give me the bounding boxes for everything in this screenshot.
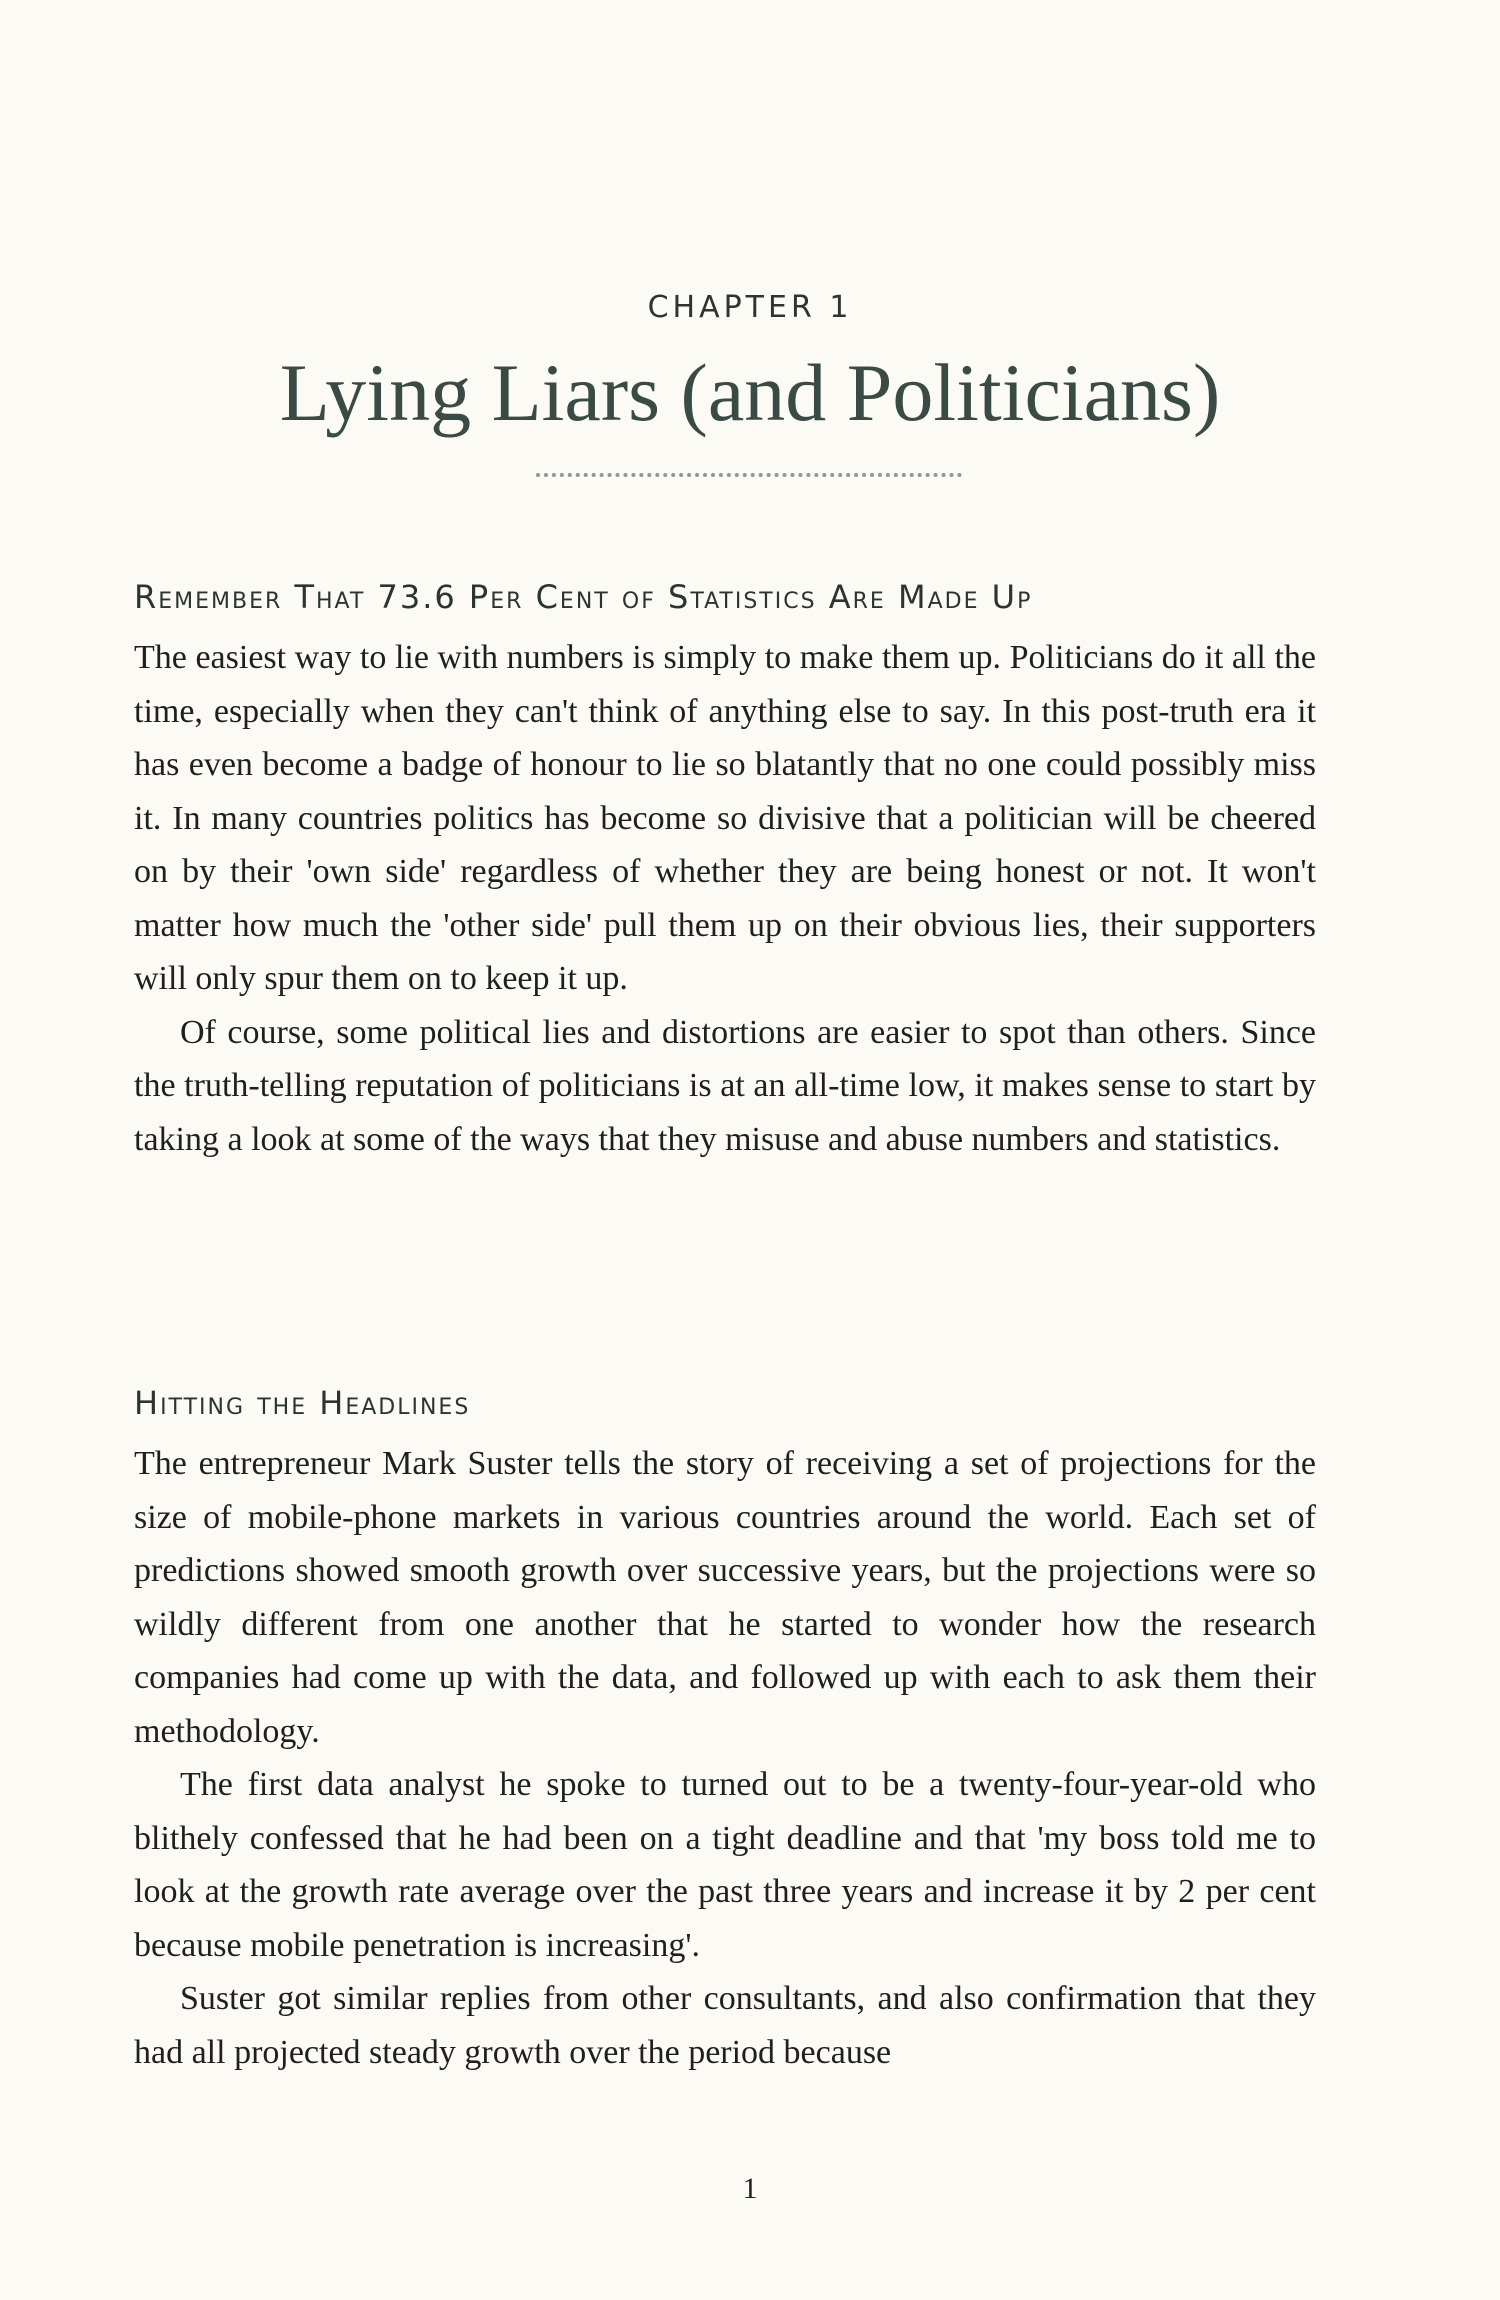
section-body-headlines [134, 1437, 1316, 2079]
paragraph: The easiest way to lie with numbers is simply to make them up. Politicians do it all the time, especially when they can't think of anything else to say. In this post-truth era it has even become a badge of honour to lie so blatantly that no one could possibly miss it. In many countries politics has become so divisive that a politician will be cheered on by their 'own side' regardless of whether they are being honest or not. It won't matter how much the 'other side' pull them up on their obvious lies, their supporters will only spur them on to keep it up. [134, 639, 1316, 997]
paragraph: Of course, some political lies and distortions are easier to spot than others. Since the truth-telling reputation of politicians is at an all-time low, it makes sense to start by taking a look at some of the ways that they misuse and abuse numbers and statistics. [134, 1013, 1316, 1158]
paragraph: Suster got similar replies from other consultants, and also confirmation that they had all projected steady growth over the period because [134, 1980, 1316, 2071]
page-number: 1 [742, 2172, 758, 2205]
section-body-statistics [134, 631, 1316, 1166]
section-heading-headlines: Hitting the Headlines [134, 1384, 471, 1422]
paragraph: The first data analyst he spoke to turned out to be a twenty-four-year-old who blithely confessed that he had been on a tight deadline and that 'my boss told me to look at the growth rate average over the past three years and increase it by 2 per cent because mobile penetration is increasing'. [134, 1766, 1316, 1964]
chapter-title: Lying Liars (and Politicians) [279, 347, 1221, 438]
chapter-label: CHAPTER 1 [647, 290, 853, 325]
title-dotted-rule [536, 473, 962, 477]
paragraph: The entrepreneur Mark Suster tells the story of receiving a set of projections for the size of mobile-phone markets in various countries around the world. Each set of predictions showed smooth growth over successive years, but the projections were so wildly different from one another that he started to wonder how the research companies had come up with the data, and followed up with each to ask them their methodology. [134, 1445, 1316, 1750]
section-heading-statistics: Remember That 73.6 Per Cent of Statistics Are Made Up [134, 578, 1033, 616]
